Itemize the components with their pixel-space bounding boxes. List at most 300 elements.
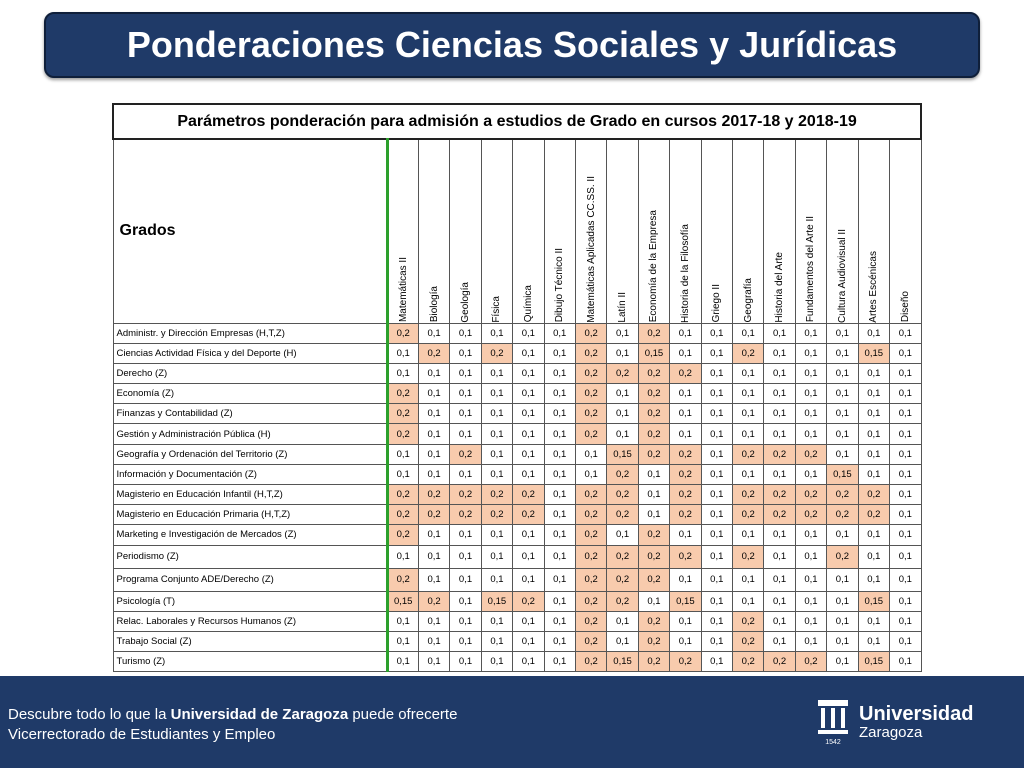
- weight-cell: 0,1: [450, 323, 481, 343]
- weight-cell: 0,1: [890, 525, 922, 545]
- weight-cell: 0,1: [795, 591, 826, 611]
- weight-cell: 0,1: [544, 444, 575, 464]
- weight-cell: 0,15: [481, 591, 512, 611]
- weight-cell: 0,1: [764, 464, 795, 484]
- weight-cell: 0,2: [387, 505, 418, 525]
- weight-cell: 0,15: [670, 591, 701, 611]
- column-header: [670, 139, 701, 323]
- weight-cell: 0,2: [764, 505, 795, 525]
- column-header-label: Cultura Audiovisual II: [836, 228, 848, 323]
- grado-name: Finanzas y Contabilidad (Z): [113, 404, 387, 424]
- weight-cell: 0,2: [481, 505, 512, 525]
- weight-cell: 0,1: [701, 631, 732, 651]
- weight-cell: 0,1: [732, 525, 763, 545]
- weight-cell: 0,1: [890, 444, 922, 464]
- weight-cell: 0,1: [387, 444, 418, 464]
- weight-cell: 0,2: [387, 404, 418, 424]
- weight-cell: 0,1: [450, 631, 481, 651]
- weight-cell: 0,1: [732, 568, 763, 591]
- weight-cell: 0,15: [858, 652, 889, 672]
- weight-cell: 0,2: [670, 363, 701, 383]
- weight-cell: 0,1: [890, 343, 922, 363]
- weight-cell: 0,1: [890, 384, 922, 404]
- weight-cell: 0,1: [418, 464, 449, 484]
- weight-cell: 0,1: [858, 363, 889, 383]
- weight-cell: 0,2: [670, 485, 701, 505]
- column-header: [544, 139, 575, 323]
- weight-cell: 0,1: [890, 485, 922, 505]
- weight-cell: 0,1: [607, 631, 638, 651]
- weight-cell: 0,1: [764, 591, 795, 611]
- weight-cell: 0,1: [544, 363, 575, 383]
- weight-cell: 0,1: [544, 568, 575, 591]
- weight-cell: 0,1: [670, 525, 701, 545]
- weight-cell: 0,1: [858, 568, 889, 591]
- column-header-label: Economía de la Empresa: [648, 210, 660, 323]
- column-header-label: Latín II: [617, 291, 629, 323]
- weight-cell: 0,1: [764, 424, 795, 444]
- weight-cell: 0,1: [858, 384, 889, 404]
- weight-cell: 0,2: [858, 485, 889, 505]
- weight-cell: 0,1: [701, 323, 732, 343]
- weight-cell: 0,1: [764, 343, 795, 363]
- grado-name: Ciencias Actividad Física y del Deporte (H): [113, 343, 387, 363]
- weight-cell: 0,1: [858, 525, 889, 545]
- logo-name-zaragoza: Zaragoza: [859, 724, 923, 741]
- weight-cell: 0,2: [795, 444, 826, 464]
- weight-cell: 0,2: [638, 444, 669, 464]
- weight-cell: 0,1: [670, 404, 701, 424]
- weight-cell: 0,2: [607, 485, 638, 505]
- grado-name: Administr. y Dirección Empresas (H,T,Z): [113, 323, 387, 343]
- column-header: [795, 139, 826, 323]
- weight-cell: 0,2: [607, 591, 638, 611]
- weight-cell: 0,2: [732, 631, 763, 651]
- weight-cell: 0,1: [387, 545, 418, 568]
- weight-cell: 0,1: [890, 424, 922, 444]
- weight-cell: 0,1: [732, 323, 763, 343]
- weight-cell: 0,2: [732, 611, 763, 631]
- weight-cell: 0,1: [544, 545, 575, 568]
- table-row: [113, 545, 921, 568]
- weight-cell: 0,1: [513, 464, 544, 484]
- weight-cell: 0,1: [513, 611, 544, 631]
- weight-cell: 0,1: [701, 591, 732, 611]
- weight-cell: 0,2: [858, 505, 889, 525]
- weight-cell: 0,1: [732, 424, 763, 444]
- weight-cell: 0,1: [607, 384, 638, 404]
- grado-name: Turismo (Z): [113, 652, 387, 672]
- weight-cell: 0,2: [481, 343, 512, 363]
- weight-cell: 0,1: [890, 464, 922, 484]
- weight-cell: 0,2: [827, 545, 858, 568]
- grado-name: Gestión y Administración Pública (H): [113, 424, 387, 444]
- weight-cell: 0,1: [418, 652, 449, 672]
- weight-cell: 0,1: [858, 611, 889, 631]
- weight-cell: 0,1: [827, 384, 858, 404]
- table-row: [113, 444, 921, 464]
- weight-cell: 0,2: [418, 343, 449, 363]
- weight-cell: 0,2: [795, 505, 826, 525]
- weight-cell: 0,1: [670, 631, 701, 651]
- weight-cell: 0,15: [827, 464, 858, 484]
- page-title: Ponderaciones Ciencias Sociales y Jurídicas: [126, 24, 898, 65]
- weight-cell: 0,1: [701, 568, 732, 591]
- weight-cell: 0,1: [732, 591, 763, 611]
- weight-cell: 0,1: [795, 384, 826, 404]
- weight-cell: 0,2: [670, 652, 701, 672]
- weight-cell: 0,1: [701, 485, 732, 505]
- weight-cell: 0,1: [481, 444, 512, 464]
- weight-cell: 0,1: [701, 384, 732, 404]
- weight-cell: 0,1: [481, 525, 512, 545]
- weight-cell: 0,1: [670, 343, 701, 363]
- weight-cell: 0,1: [418, 611, 449, 631]
- weight-cell: 0,1: [827, 363, 858, 383]
- weight-cell: 0,2: [638, 568, 669, 591]
- weight-cell: 0,1: [481, 545, 512, 568]
- weight-cell: 0,1: [764, 545, 795, 568]
- footer: [0, 676, 1024, 768]
- weight-cell: 0,1: [544, 525, 575, 545]
- column-header: [387, 139, 418, 323]
- weight-cell: 0,2: [575, 323, 606, 343]
- column-header: [638, 139, 669, 323]
- ponderaciones-table: [112, 103, 922, 672]
- weight-cell: 0,15: [607, 444, 638, 464]
- weight-cell: 0,1: [764, 384, 795, 404]
- weight-cell: 0,1: [513, 545, 544, 568]
- weight-cell: 0,1: [418, 444, 449, 464]
- weight-cell: 0,15: [858, 591, 889, 611]
- weight-cell: 0,1: [418, 363, 449, 383]
- weight-cell: 0,1: [481, 611, 512, 631]
- weight-cell: 0,2: [732, 652, 763, 672]
- weight-cell: 0,2: [670, 464, 701, 484]
- weight-cell: 0,1: [858, 404, 889, 424]
- weight-cell: 0,1: [795, 525, 826, 545]
- weight-cell: 0,2: [387, 384, 418, 404]
- grado-name: Programa Conjunto ADE/Derecho (Z): [113, 568, 387, 591]
- weight-cell: 0,1: [827, 323, 858, 343]
- table-row: [113, 363, 921, 383]
- weight-cell: 0,15: [858, 343, 889, 363]
- weight-cell: 0,1: [890, 404, 922, 424]
- weight-cell: 0,2: [575, 631, 606, 651]
- weight-cell: 0,1: [607, 404, 638, 424]
- column-header-label: Diseño: [899, 291, 911, 323]
- weight-cell: 0,1: [607, 343, 638, 363]
- weight-cell: 0,1: [544, 652, 575, 672]
- weight-cell: 0,1: [513, 323, 544, 343]
- weight-cell: 0,1: [481, 363, 512, 383]
- weight-cell: 0,1: [827, 404, 858, 424]
- weight-cell: 0,2: [418, 485, 449, 505]
- weight-cell: 0,1: [890, 363, 922, 383]
- weight-cell: 0,1: [890, 631, 922, 651]
- weight-cell: 0,1: [544, 384, 575, 404]
- column-header-label: Matemáticas II: [397, 257, 409, 323]
- weight-cell: 0,1: [890, 545, 922, 568]
- grado-name: Geografía y Ordenación del Territorio (Z): [113, 444, 387, 464]
- logo-name-universidad: Universidad: [859, 703, 974, 725]
- weight-cell: 0,1: [827, 525, 858, 545]
- weight-cell: 0,2: [732, 485, 763, 505]
- weight-cell: 0,2: [638, 631, 669, 651]
- column-header-label: Geología: [460, 281, 472, 323]
- weight-cell: 0,1: [827, 591, 858, 611]
- table-row: [113, 323, 921, 343]
- weight-cell: 0,1: [481, 384, 512, 404]
- weight-cell: 0,1: [607, 424, 638, 444]
- table-row: [113, 631, 921, 651]
- weight-cell: 0,1: [795, 343, 826, 363]
- weight-cell: 0,1: [418, 384, 449, 404]
- weight-cell: 0,1: [858, 444, 889, 464]
- table-row: [113, 652, 921, 672]
- table-row: [113, 591, 921, 611]
- weight-cell: 0,1: [670, 424, 701, 444]
- weight-cell: 0,1: [701, 444, 732, 464]
- table-row: [113, 343, 921, 363]
- weight-cell: 0,2: [450, 485, 481, 505]
- weight-cell: 0,2: [638, 363, 669, 383]
- grado-name: Magisterio en Educación Infantil (H,T,Z): [113, 485, 387, 505]
- weight-cell: 0,2: [387, 485, 418, 505]
- weight-cell: 0,1: [481, 631, 512, 651]
- weight-cell: 0,2: [638, 424, 669, 444]
- weight-cell: 0,1: [701, 464, 732, 484]
- weight-cell: 0,1: [827, 424, 858, 444]
- column-header-label: Artes Escénicas: [868, 250, 880, 323]
- weight-cell: 0,2: [732, 505, 763, 525]
- weight-cell: 0,1: [607, 323, 638, 343]
- weight-cell: 0,1: [858, 631, 889, 651]
- weight-cell: 0,1: [481, 424, 512, 444]
- weight-cell: 0,1: [544, 485, 575, 505]
- weight-cell: 0,1: [701, 545, 732, 568]
- weight-cell: 0,1: [795, 323, 826, 343]
- weight-cell: 0,1: [575, 444, 606, 464]
- weight-cell: 0,1: [732, 404, 763, 424]
- grado-name: Relac. Laborales y Recursos Humanos (Z): [113, 611, 387, 631]
- weight-cell: 0,1: [638, 485, 669, 505]
- weight-cell: 0,2: [418, 505, 449, 525]
- grado-name: Trabajo Social (Z): [113, 631, 387, 651]
- weight-cell: 0,1: [701, 611, 732, 631]
- column-header-label: Historia del Arte: [774, 251, 786, 323]
- weight-cell: 0,2: [607, 568, 638, 591]
- table-row: [113, 404, 921, 424]
- weight-cell: 0,2: [450, 444, 481, 464]
- weight-cell: 0,2: [638, 323, 669, 343]
- weight-cell: 0,2: [575, 545, 606, 568]
- weight-cell: 0,1: [890, 568, 922, 591]
- table-row: [113, 505, 921, 525]
- weight-cell: 0,1: [418, 424, 449, 444]
- weight-cell: 0,1: [418, 323, 449, 343]
- table-row: [113, 384, 921, 404]
- weight-cell: 0,1: [450, 424, 481, 444]
- weight-cell: 0,1: [827, 652, 858, 672]
- weight-cell: 0,2: [638, 404, 669, 424]
- weight-cell: 0,2: [670, 505, 701, 525]
- weight-cell: 0,2: [575, 424, 606, 444]
- column-header-label: Griego II: [711, 284, 723, 323]
- weight-cell: 0,2: [575, 525, 606, 545]
- weight-cell: 0,1: [670, 611, 701, 631]
- weight-cell: 0,1: [513, 652, 544, 672]
- table-row: [113, 485, 921, 505]
- weight-cell: 0,2: [732, 545, 763, 568]
- weight-cell: 0,1: [544, 424, 575, 444]
- weight-cell: 0,2: [387, 525, 418, 545]
- weight-cell: 0,1: [764, 363, 795, 383]
- weight-cell: 0,2: [418, 591, 449, 611]
- column-header: [858, 139, 889, 323]
- logo-year: 1542: [825, 739, 841, 746]
- weight-cell: 0,1: [607, 611, 638, 631]
- table-caption: Parámetros ponderación para admisión a estudios de Grado en cursos 2017-18 y 2018-19: [113, 104, 921, 139]
- grados-header: Grados: [113, 139, 387, 323]
- weight-cell: 0,1: [701, 525, 732, 545]
- weight-cell: 0,1: [827, 631, 858, 651]
- weight-cell: 0,1: [450, 343, 481, 363]
- footer-department: Vicerrectorado de Estudiantes y Empleo: [8, 726, 276, 743]
- column-header: [764, 139, 795, 323]
- weight-cell: 0,1: [701, 343, 732, 363]
- weight-cell: 0,1: [890, 323, 922, 343]
- weight-cell: 0,1: [795, 545, 826, 568]
- grado-name: Información y Documentación (Z): [113, 464, 387, 484]
- footer-tagline: [8, 706, 457, 723]
- weight-cell: 0,2: [575, 652, 606, 672]
- weight-cell: 0,1: [827, 343, 858, 363]
- column-header-label: Biología: [428, 286, 440, 323]
- column-header: [827, 139, 858, 323]
- weight-cell: 0,15: [638, 343, 669, 363]
- weight-cell: 0,2: [638, 611, 669, 631]
- weight-cell: 0,1: [670, 384, 701, 404]
- column-header-label: Matemáticas Aplicadas CC.SS. II: [585, 175, 597, 323]
- footer-tagline-suffix: puede ofrecerte: [348, 706, 458, 723]
- weight-cell: 0,2: [638, 652, 669, 672]
- weight-cell: 0,1: [638, 464, 669, 484]
- weight-cell: 0,1: [827, 611, 858, 631]
- weight-cell: 0,2: [575, 568, 606, 591]
- weight-cell: 0,2: [607, 505, 638, 525]
- university-logo[interactable]: [815, 698, 973, 746]
- weight-cell: 0,15: [607, 652, 638, 672]
- table-row: [113, 424, 921, 444]
- ponderaciones-table-container: [112, 103, 920, 672]
- weight-cell: 0,2: [481, 485, 512, 505]
- weight-cell: 0,2: [450, 505, 481, 525]
- grado-name: Economía (Z): [113, 384, 387, 404]
- weight-cell: 0,1: [858, 464, 889, 484]
- weight-cell: 0,2: [607, 363, 638, 383]
- column-header-label: Historia de la Filosofía: [679, 223, 691, 323]
- weight-cell: 0,2: [575, 505, 606, 525]
- weight-cell: 0,1: [481, 464, 512, 484]
- weight-cell: 0,1: [418, 631, 449, 651]
- table-row: [113, 464, 921, 484]
- weight-cell: 0,1: [481, 323, 512, 343]
- weight-cell: 0,2: [732, 444, 763, 464]
- weight-cell: 0,1: [764, 404, 795, 424]
- weight-cell: 0,1: [387, 363, 418, 383]
- weight-cell: 0,1: [701, 424, 732, 444]
- column-header-label: Dibujo Técnico II: [554, 248, 566, 323]
- weight-cell: 0,1: [481, 652, 512, 672]
- weight-cell: 0,2: [827, 485, 858, 505]
- weight-cell: 0,1: [858, 424, 889, 444]
- column-header-label: Geografía: [742, 278, 754, 323]
- column-header-label: Fundamentos del Arte II: [805, 216, 817, 323]
- weight-cell: 0,1: [450, 404, 481, 424]
- weight-cell: 0,2: [387, 424, 418, 444]
- weight-cell: 0,2: [670, 545, 701, 568]
- weight-cell: 0,1: [890, 652, 922, 672]
- weight-cell: 0,2: [513, 485, 544, 505]
- weight-cell: 0,1: [544, 464, 575, 484]
- weight-cell: 0,1: [795, 631, 826, 651]
- weight-cell: 0,1: [544, 591, 575, 611]
- weight-cell: 0,1: [513, 363, 544, 383]
- weight-cell: 0,2: [795, 485, 826, 505]
- weight-cell: 0,1: [544, 404, 575, 424]
- weight-cell: 0,1: [450, 363, 481, 383]
- weight-cell: 0,2: [827, 505, 858, 525]
- weight-cell: 0,2: [795, 652, 826, 672]
- weight-cell: 0,1: [387, 631, 418, 651]
- weight-cell: 0,1: [544, 611, 575, 631]
- table-row: [113, 568, 921, 591]
- column-header-label: Física: [491, 295, 503, 323]
- weight-cell: 0,1: [450, 384, 481, 404]
- grado-name: Marketing e Investigación de Mercados (Z): [113, 525, 387, 545]
- weight-cell: 0,1: [858, 545, 889, 568]
- weight-cell: 0,1: [513, 444, 544, 464]
- column-header: [701, 139, 732, 323]
- weight-cell: 0,2: [513, 505, 544, 525]
- table-row: [113, 525, 921, 545]
- weight-cell: 0,1: [513, 404, 544, 424]
- footer-tagline-prefix: Descubre todo lo que la: [8, 706, 171, 723]
- weight-cell: 0,1: [450, 525, 481, 545]
- weight-cell: 0,1: [544, 343, 575, 363]
- weight-cell: 0,1: [795, 363, 826, 383]
- weight-cell: 0,1: [481, 404, 512, 424]
- weight-cell: 0,2: [575, 404, 606, 424]
- column-header: [450, 139, 481, 323]
- weight-cell: 0,1: [387, 611, 418, 631]
- weight-cell: 0,1: [764, 611, 795, 631]
- weight-cell: 0,1: [732, 363, 763, 383]
- grado-name: Derecho (Z): [113, 363, 387, 383]
- weight-cell: 0,1: [450, 464, 481, 484]
- column-header: [418, 139, 449, 323]
- column-header-label: Química: [522, 285, 534, 323]
- weight-cell: 0,1: [513, 568, 544, 591]
- weight-cell: 0,2: [607, 545, 638, 568]
- weight-cell: 0,1: [701, 404, 732, 424]
- weight-cell: 0,1: [513, 343, 544, 363]
- weight-cell: 0,1: [418, 545, 449, 568]
- weight-cell: 0,2: [575, 384, 606, 404]
- column-header: [575, 139, 606, 323]
- weight-cell: 0,1: [418, 404, 449, 424]
